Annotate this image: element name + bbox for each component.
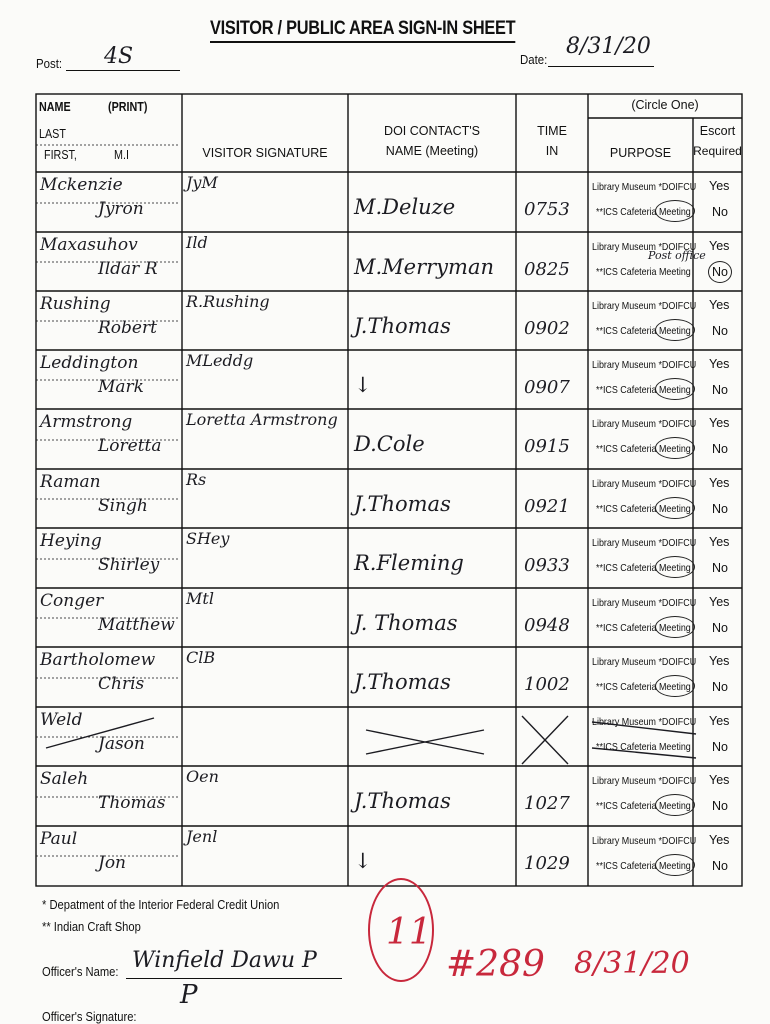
purpose-options-line-2: **ICS Cafeteria Meeting: [596, 503, 691, 515]
doi-contact-name: J.Thomas: [354, 670, 451, 694]
visitor-first-name: Shirley: [98, 555, 160, 575]
visitor-last-name: Heying: [40, 531, 102, 551]
time-in: 0921: [524, 496, 570, 517]
escort-no: No: [712, 324, 728, 338]
visitor-last-name: Saleh: [40, 769, 89, 789]
visitor-signature: Jenl: [186, 827, 218, 846]
escort-no: No: [712, 265, 728, 279]
escort-yes: Yes: [709, 416, 730, 430]
visitor-first-name: Jon: [98, 853, 126, 873]
visitor-first-name: Robert: [98, 318, 157, 338]
visitor-first-name: Loretta: [98, 436, 162, 456]
escort-no: No: [712, 621, 728, 635]
table-row: [36, 351, 742, 411]
purpose-options-line-1: Library Museum *DOIFCU: [592, 597, 697, 609]
table-row: [36, 708, 742, 768]
table-row: [36, 767, 742, 827]
date-value: 8/31/20: [566, 34, 651, 59]
purpose-note: Post office: [648, 249, 706, 262]
visitor-last-name: Weld: [40, 710, 83, 730]
header-last: LAST: [39, 127, 66, 141]
header-escort-1: Escort: [699, 124, 736, 138]
date-label: Date:: [520, 52, 548, 67]
purpose-options-line-2: **ICS Cafeteria Meeting: [596, 266, 691, 278]
table-row: [36, 589, 742, 649]
visitor-last-name: Raman: [40, 472, 101, 492]
purpose-options-line-1: Library Museum *DOIFCU: [592, 537, 697, 549]
visitor-first-name: Ildar R: [98, 259, 158, 279]
visitor-signature: SHey: [186, 529, 230, 548]
escort-no: No: [712, 680, 728, 694]
escort-yes: Yes: [709, 833, 730, 847]
escort-yes: Yes: [709, 239, 730, 253]
strike-through-mark: [36, 708, 742, 766]
purpose-options-line-2: **ICS Cafeteria Meeting: [596, 443, 691, 455]
table-row: [36, 827, 742, 887]
doi-contact-name: M.Deluze: [354, 195, 456, 219]
purpose-options-line-1: Library Museum *DOIFCU: [592, 241, 697, 253]
purpose-options-line-2: **ICS Cafeteria Meeting: [596, 681, 691, 693]
doi-contact-name: J.Thomas: [354, 314, 451, 338]
header-circle-one: (Circle One): [631, 98, 699, 112]
purpose-options-line-1: Library Museum *DOIFCU: [592, 359, 697, 371]
visitor-last-name: Conger: [40, 591, 104, 611]
visitor-first-name: Jason: [98, 734, 145, 754]
purpose-options-line-2: **ICS Cafeteria Meeting: [596, 325, 691, 337]
header-name: NAME: [39, 100, 71, 114]
footnote-ics: ** Indian Craft Shop: [42, 919, 141, 934]
header-doi-1: DOI CONTACT'S: [384, 124, 480, 138]
purpose-options-line-1: Library Museum *DOIFCU: [592, 835, 697, 847]
table-row: [36, 648, 742, 708]
meeting-circle-mark: [655, 497, 695, 519]
time-in: 0907: [524, 377, 570, 398]
purpose-options-line-1: Library Museum *DOIFCU: [592, 181, 697, 193]
escort-yes: Yes: [709, 773, 730, 787]
visitor-first-name: Mark: [98, 377, 144, 397]
purpose-options-line-2: **ICS Cafeteria Meeting: [596, 860, 691, 872]
time-in: 1027: [524, 793, 570, 814]
visitor-last-name: Bartholomew: [40, 650, 156, 670]
visitor-last-name: Maxasuhov: [40, 235, 138, 255]
visitor-last-name: Rushing: [40, 294, 111, 314]
visitor-signature: Ild: [186, 233, 208, 252]
meeting-circle-mark: [655, 854, 695, 876]
purpose-options-line-1: Library Museum *DOIFCU: [592, 418, 697, 430]
post-label: Post:: [36, 56, 63, 71]
header-doi-2: NAME (Meeting): [385, 144, 479, 158]
table-row: [36, 292, 742, 352]
visitor-first-name: Singh: [98, 496, 148, 516]
visitor-signature: ClB: [186, 648, 216, 667]
purpose-options-line-2: **ICS Cafeteria Meeting: [596, 384, 691, 396]
purpose-options-line-1: Library Museum *DOIFCU: [592, 656, 697, 668]
purpose-options-line-2: **ICS Cafeteria Meeting: [596, 622, 691, 634]
meeting-circle-mark: [655, 437, 695, 459]
escort-no: No: [712, 442, 728, 456]
header-time-1: TIME: [537, 124, 567, 138]
escort-yes: Yes: [709, 595, 730, 609]
red-count: 11: [386, 912, 432, 953]
visitor-signature: R.Rushing: [186, 292, 270, 311]
header-time-2: IN: [545, 144, 559, 158]
purpose-options-line-1: Library Museum *DOIFCU: [592, 716, 697, 728]
officer-name-label: Officer's Name:: [42, 964, 119, 979]
escort-no: No: [712, 859, 728, 873]
header-mi: M.I: [114, 148, 129, 162]
escort-yes: Yes: [709, 654, 730, 668]
red-record-number: #289: [446, 944, 545, 985]
table-row: [36, 529, 742, 589]
escort-yes: Yes: [709, 357, 730, 371]
visitor-signature: Mtl: [186, 589, 214, 608]
escort-no: No: [712, 205, 728, 219]
visitor-last-name: Leddington: [40, 353, 139, 373]
meeting-circle-mark: [655, 556, 695, 578]
escort-no: No: [712, 383, 728, 397]
table-row: [36, 410, 742, 470]
header-first: FIRST,: [44, 148, 77, 162]
escort-yes: Yes: [709, 714, 730, 728]
doi-contact-name: J. Thomas: [354, 611, 458, 635]
date-underline: [548, 66, 654, 67]
visitor-last-name: Mckenzie: [40, 175, 123, 195]
meeting-circle-mark: [655, 794, 695, 816]
visitor-signature: JyM: [186, 173, 218, 192]
officer-name-value: Winfield Dawu P: [132, 948, 317, 973]
purpose-options-line-2: **ICS Cafeteria Meeting: [596, 206, 691, 218]
time-in: 0902: [524, 318, 570, 339]
doi-contact-name: J.Thomas: [354, 492, 451, 516]
meeting-circle-mark: [655, 616, 695, 638]
meeting-circle-mark: [655, 675, 695, 697]
purpose-options-line-2: **ICS Cafeteria Meeting: [596, 562, 691, 574]
escort-yes: Yes: [709, 535, 730, 549]
meeting-circle-mark: [655, 319, 695, 341]
officer-name-underline: [126, 978, 342, 979]
escort-no: No: [712, 740, 728, 754]
meeting-circle-mark: [655, 200, 695, 222]
visitor-first-name: Matthew: [98, 615, 175, 635]
purpose-options-line-2: **ICS Cafeteria Meeting: [596, 741, 691, 753]
purpose-options-line-1: Library Museum *DOIFCU: [592, 300, 697, 312]
time-in: 0933: [524, 555, 570, 576]
page-title: VISITOR / PUBLIC AREA SIGN-IN SHEET: [210, 18, 515, 43]
time-in: 1029: [524, 853, 570, 874]
visitor-first-name: Jyron: [98, 199, 144, 219]
post-underline: [66, 70, 180, 71]
header-escort-2: Required: [693, 144, 742, 158]
officer-signature-label: Officer's Signature:: [42, 1009, 137, 1024]
escort-no: No: [712, 502, 728, 516]
header-purpose: PURPOSE: [609, 146, 672, 160]
time-in: 0948: [524, 615, 570, 636]
meeting-circle-mark: [655, 378, 695, 400]
table-row: [36, 233, 742, 293]
visitor-last-name: Armstrong: [40, 412, 133, 432]
purpose-options-line-1: Library Museum *DOIFCU: [592, 478, 697, 490]
purpose-options-line-1: Library Museum *DOIFCU: [592, 775, 697, 787]
time-in: 1002: [524, 674, 570, 695]
time-in: 0825: [524, 259, 570, 280]
visitor-last-name: Paul: [40, 829, 78, 849]
escort-yes: Yes: [709, 298, 730, 312]
visitor-signature: Oen: [186, 767, 219, 786]
footnote-dfcu: * Depatment of the Interior Federal Credit Union: [42, 897, 280, 912]
visitor-first-name: Thomas: [98, 793, 166, 813]
time-in: 0915: [524, 436, 570, 457]
doi-contact-name: ↓: [354, 373, 372, 397]
visitor-signature: Rs: [186, 470, 207, 489]
table-row: [36, 173, 742, 233]
visitor-signature: MLeddg: [186, 351, 254, 370]
escort-no: No: [712, 561, 728, 575]
visitor-signature: Loretta Armstrong: [186, 410, 338, 429]
doi-contact-name: D.Cole: [354, 432, 425, 456]
doi-contact-name: J.Thomas: [354, 789, 451, 813]
post-value: 4S: [104, 44, 134, 69]
doi-contact-name: R.Fleming: [354, 551, 464, 575]
doi-contact-name: M.Merryman: [354, 255, 495, 279]
purpose-options-line-2: **ICS Cafeteria Meeting: [596, 800, 691, 812]
red-date: 8/31/20: [574, 946, 690, 981]
officer-signature-value: P: [180, 980, 198, 1010]
escort-no: No: [712, 799, 728, 813]
header-signature: VISITOR SIGNATURE: [202, 146, 328, 160]
escort-no-circle-mark: [708, 261, 732, 283]
doi-contact-name: ↓: [354, 849, 372, 873]
visitor-first-name: Chris: [98, 674, 145, 694]
table-row: [36, 470, 742, 530]
header-print: (PRINT): [108, 100, 148, 114]
escort-yes: Yes: [709, 476, 730, 490]
escort-yes: Yes: [709, 179, 730, 193]
time-in: 0753: [524, 199, 570, 220]
